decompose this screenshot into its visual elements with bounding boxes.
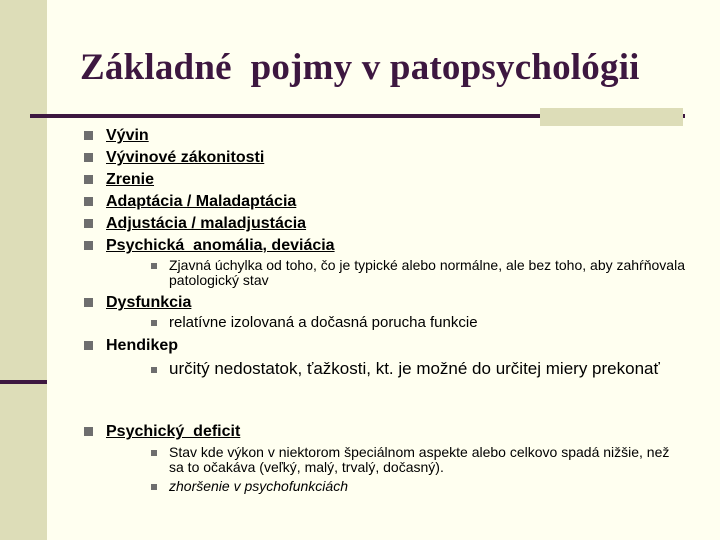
term-zrenie: Zrenie <box>106 171 155 188</box>
bullet-icon <box>84 241 93 250</box>
sub-bullet-icon <box>151 367 157 373</box>
left-decorative-band <box>0 0 47 540</box>
bullet-icon <box>84 427 93 436</box>
sub-bullet-icon <box>151 320 157 326</box>
slide-title: Základné pojmy v patopsychológii <box>80 47 640 88</box>
deficit-definition: Stav kde výkon v niektorom špeciálnom aspekte alebo celkovo spadá nižšie, než sa to očakáva (veľký, malý, trvalý, dočasný). <box>169 444 670 475</box>
term-vyvin: Vývin <box>106 127 149 144</box>
divider-accent-block <box>540 108 683 126</box>
sub-bullet-icon <box>151 263 157 269</box>
bullet-icon <box>84 197 93 206</box>
term-adaptacia: Adaptácia / Maladaptácia <box>106 193 297 210</box>
bullet-icon <box>84 298 93 307</box>
term-dysfunkcia: Dysfunkcia <box>106 294 192 311</box>
anomalia-definition: Zjavná úchylka od toho, čo je typické alebo normálne, ale bez toho, aby zahŕňovala patologický stav <box>169 257 685 288</box>
dysfunkcia-definition: relatívne izolovaná a dočasná porucha funkcie <box>169 314 478 331</box>
left-band-accent <box>0 380 47 384</box>
bullet-icon <box>84 153 93 162</box>
term-adjustacia: Adjustácia / maladjustácia <box>106 215 307 232</box>
sub-bullet-icon <box>151 450 157 456</box>
deficit-example: zhoršenie v psychofunkciách <box>169 478 348 494</box>
bullet-icon <box>84 175 93 184</box>
bullet-icon <box>84 131 93 140</box>
term-hendikep: Hendikep <box>106 337 179 354</box>
sub-bullet-icon <box>151 484 157 490</box>
bullet-icon <box>84 341 93 350</box>
term-psychicky-deficit: Psychický deficit <box>106 423 241 440</box>
hendikep-definition: určitý nedostatok, ťažkosti, kt. je možné do určitej miery prekonať <box>169 359 660 378</box>
term-psychicka-anomalia: Psychická anomália, deviácia <box>106 237 335 254</box>
bullet-icon <box>84 219 93 228</box>
term-vyvinove-zakonitosti: Vývinové zákonitosti <box>106 149 265 166</box>
